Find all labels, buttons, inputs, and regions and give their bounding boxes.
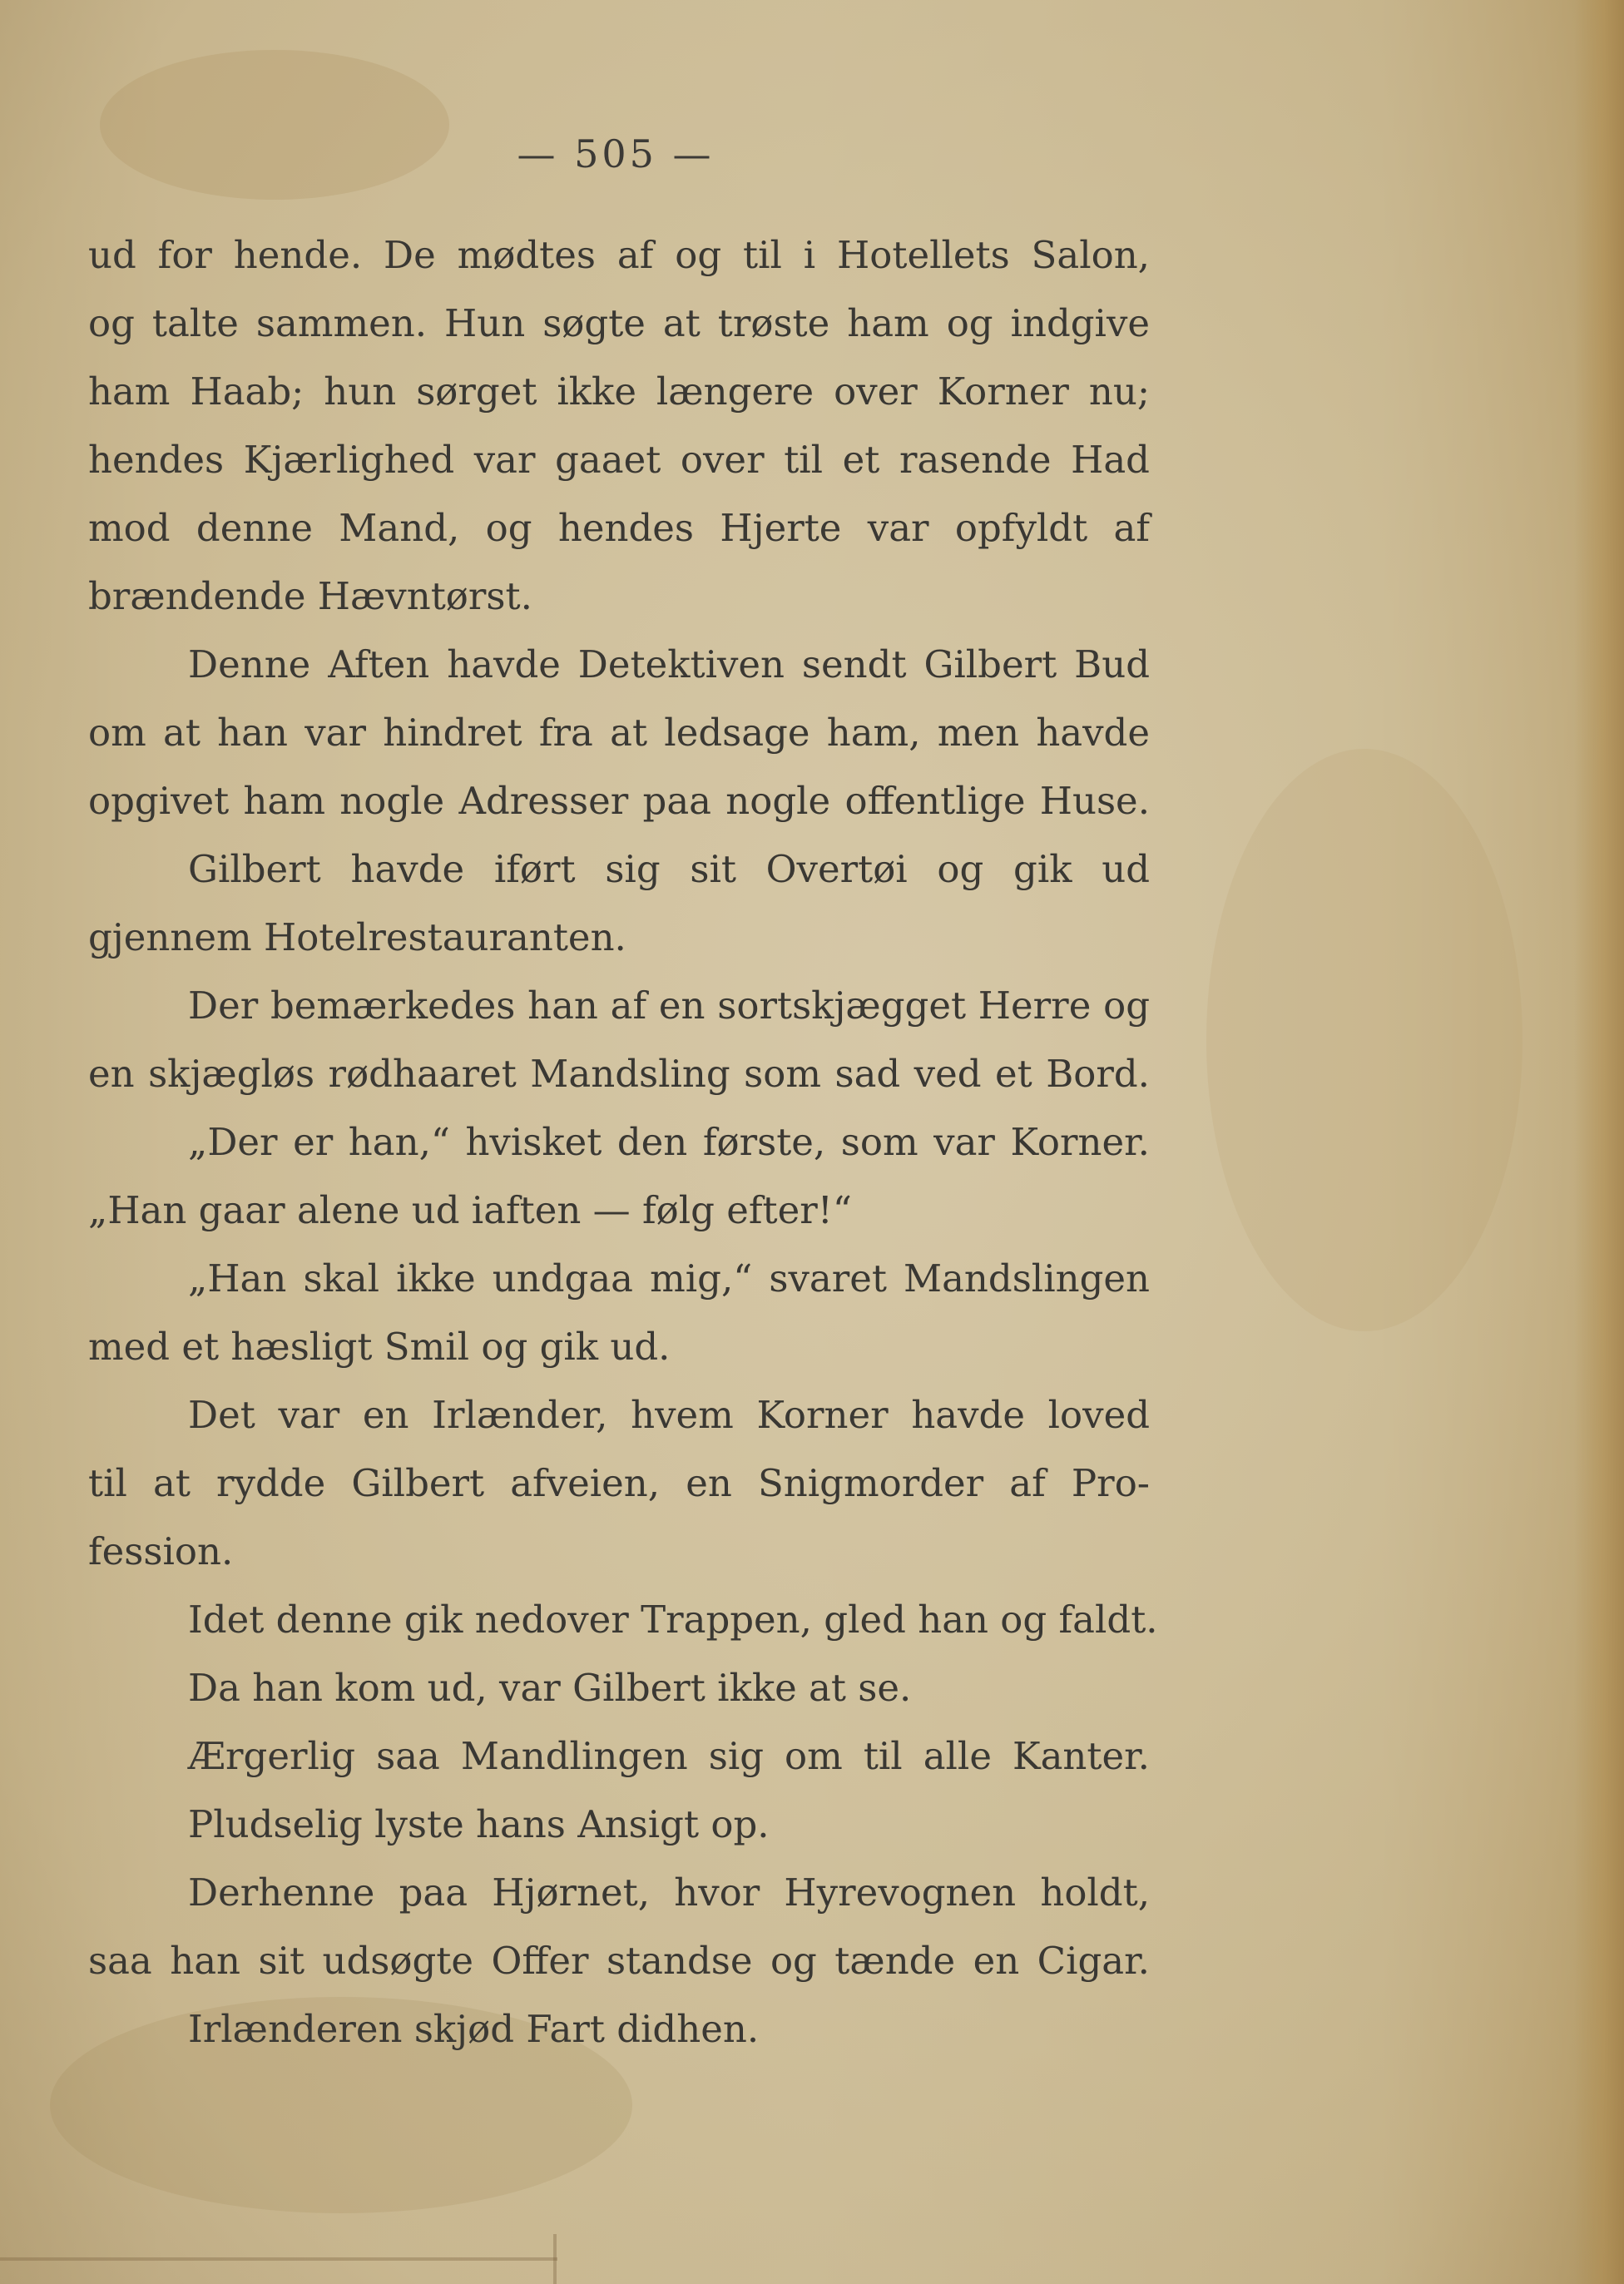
paper-stain xyxy=(100,50,449,200)
text-line: hendes Kjærlighed var gaaet over til et rasende Had xyxy=(88,438,1150,482)
text-line: Derhenne paa Hjørnet, hvor Hyrevognen holdt, xyxy=(188,1870,1150,1915)
text-line: „Han skal ikke undgaa mig,“ svaret Mandslingen xyxy=(188,1256,1150,1301)
page-edge-shadow xyxy=(1574,0,1624,2284)
text-line: ud for hende. De mødtes af og til i Hotellets Salon, xyxy=(88,233,1150,277)
text-line: Pludselig lyste hans Ansigt op. xyxy=(188,1802,770,1846)
text-line: opgivet ham nogle Adresser paa nogle offentlige Huse. xyxy=(88,779,1150,823)
text-line: Gilbert havde iført sig sit Overtøi og gik ud xyxy=(188,847,1150,891)
text-line: „Han gaar alene ud iaften — følg efter!“ xyxy=(88,1188,852,1232)
text-line: om at han var hindret fra at ledsage ham, men havde xyxy=(88,711,1150,755)
text-line: Idet denne gik nedover Trappen, gled han og faldt. xyxy=(188,1598,1158,1642)
text-line: med et hæsligt Smil og gik ud. xyxy=(88,1325,671,1369)
page-number: — 505 — xyxy=(517,131,715,176)
text-line: mod denne Mand, og hendes Hjerte var opfyldt af xyxy=(88,506,1150,550)
text-line: saa han sit udsøgte Offer standse og tænde en Cigar. xyxy=(88,1939,1150,1983)
text-line: fession. xyxy=(88,1529,234,1573)
text-line: og talte sammen. Hun søgte at trøste ham og indgive xyxy=(88,301,1150,345)
text-line: ham Haab; hun sørget ikke længere over Korner nu; xyxy=(88,369,1150,414)
text-line: Irlænderen skjød Fart didhen. xyxy=(188,2007,760,2051)
bottom-stain-mark xyxy=(553,2234,557,2284)
text-line: Da han kom ud, var Gilbert ikke at se. xyxy=(188,1666,912,1710)
bottom-stain-line xyxy=(0,2257,557,2261)
text-line: Denne Aften havde Detektiven sendt Gilbert Bud xyxy=(188,642,1150,686)
text-line: en skjægløs rødhaaret Mandsling som sad ved et Bord. xyxy=(88,1052,1150,1096)
text-line: til at rydde Gilbert afveien, en Snigmorder af Pro- xyxy=(88,1461,1150,1505)
text-line: „Der er han,“ hvisket den første, som var Korner. xyxy=(188,1120,1150,1164)
text-line: Ærgerlig saa Mandlingen sig om til alle Kanter. xyxy=(188,1734,1150,1778)
text-line: Der bemærkedes han af en sortskjægget Herre og xyxy=(188,983,1150,1028)
text-line: gjennem Hotelrestauranten. xyxy=(88,915,626,959)
text-line: brændende Hævntørst. xyxy=(88,574,532,618)
body-text xyxy=(88,221,1158,2064)
paper-stain xyxy=(1206,749,1522,1331)
text-line: Det var en Irlænder, hvem Korner havde loved xyxy=(188,1393,1150,1437)
